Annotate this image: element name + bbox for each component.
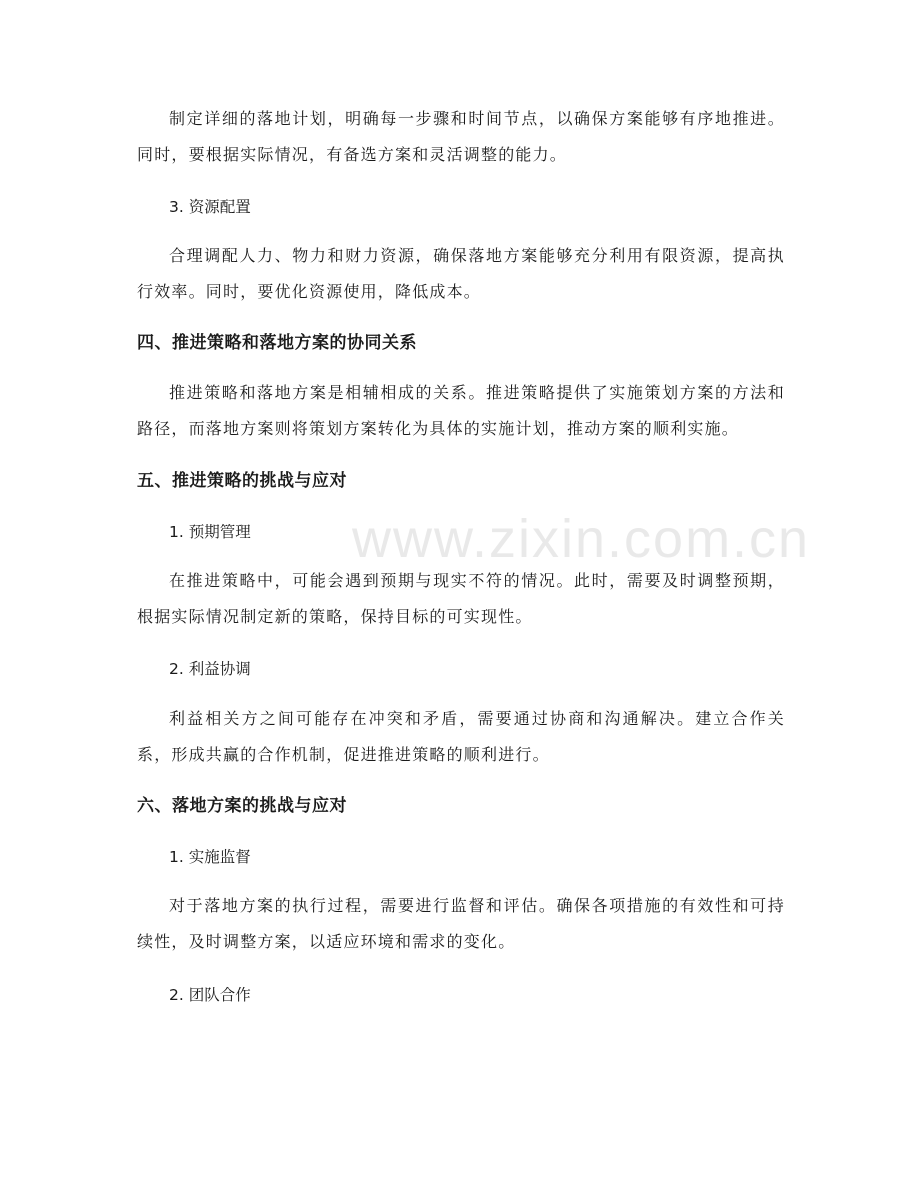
paragraph-resource-allocation: 合理调配人力、物力和财力资源，确保落地方案能够充分利用有限资源，提高执行效率。同时，要优化资源使用，降低成本。 [137,246,785,301]
section-heading-6: 六、落地方案的挑战与应对 [137,796,347,816]
subheading-resource-allocation: 3. 资源配置 [169,198,251,216]
section-heading-4: 四、推进策略和落地方案的协同关系 [137,333,417,353]
subheading-interest-coordination: 2. 利益协调 [169,660,251,678]
paragraph-interest-coordination: 利益相关方之间可能存在冲突和矛盾，需要通过协商和沟通解决。建立合作关系，形成共赢的合作机制，促进推进策略的顺利进行。 [137,709,785,764]
paragraph-implementation-supervision: 对于落地方案的执行过程，需要进行监督和评估。确保各项措施的有效性和可持续性，及时调整方案，以适应环境和需求的变化。 [137,896,785,951]
subheading-expectation-management: 1. 预期管理 [169,523,251,541]
watermark: www.zixin.com.cn [352,509,811,569]
paragraph-expectation-management: 在推进策略中，可能会遇到预期与现实不符的情况。此时，需要及时调整预期，根据实际情况制定新的策略，保持目标的可实现性。 [137,571,785,626]
subheading-implementation-supervision: 1. 实施监督 [169,848,251,866]
subheading-teamwork: 2. 团队合作 [169,986,251,1004]
section-heading-5: 五、推进策略的挑战与应对 [137,471,347,491]
paragraph-synergy: 推进策略和落地方案是相辅相成的关系。推进策略提供了实施策划方案的方法和路径，而落地方案则将策划方案转化为具体的实施计划，推动方案的顺利实施。 [137,383,785,438]
paragraph-plan-detail: 制定详细的落地计划，明确每一步骤和时间节点，以确保方案能够有序地推进。同时，要根据实际情况，有备选方案和灵活调整的能力。 [137,109,785,164]
